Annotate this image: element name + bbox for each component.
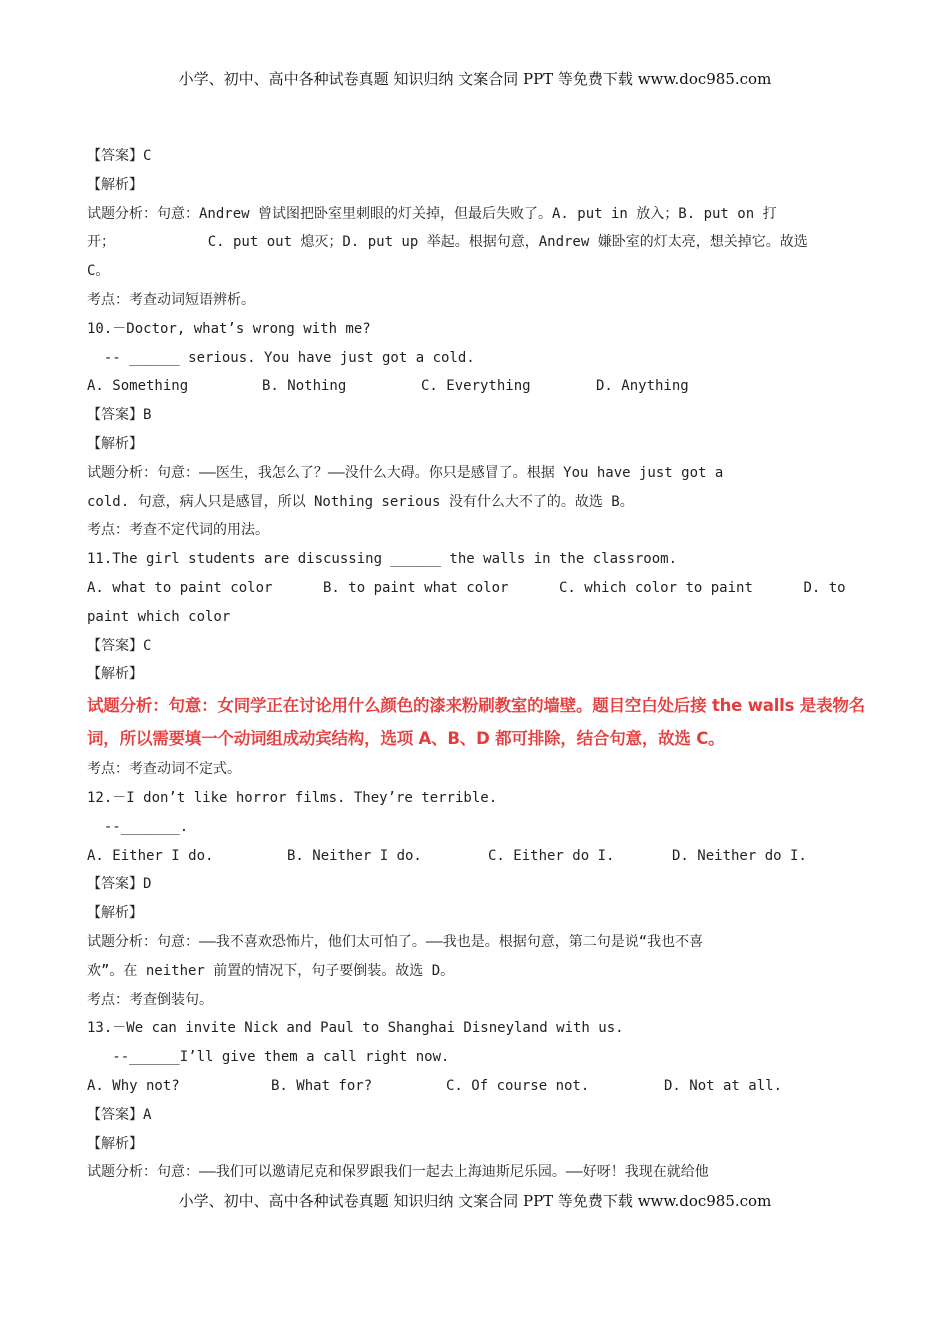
question-stem: 12.－I don’t like horror films. They’re terrible. — [87, 789, 498, 806]
page-footer: 小学、初中、高中各种试卷真题 知识归纳 文案合同 PPT 等免费下载 www.doc985.com — [178, 1192, 772, 1210]
question-stem: 13.－We can invite Nick and Paul to Shanghai Disneyland with us. — [87, 1020, 624, 1037]
option-d: D. Not at all. — [664, 1077, 783, 1094]
highlighted-analysis: 试题分析：句意：女同学正在讨论用什么颜色的漆来粉刷教室的墙壁。题目空白处后接 the walls 是表物名 — [87, 696, 865, 716]
question-reply: --_______. — [87, 818, 189, 835]
option-a: A. Something — [87, 378, 189, 395]
analysis-text: 试题分析：句意：Andrew 曾试图把卧室里刺眼的灯关掉，但最后失败了。A. put in 放入；B. put on 打 — [87, 205, 777, 222]
option-b: B. What for? — [271, 1077, 373, 1094]
analysis-label: 【解析】 — [87, 176, 143, 193]
highlighted-analysis: 词，所以需要填一个动词组成动宾结构，选项 A、B、D 都可排除，结合句意，故选 C。 — [87, 729, 725, 749]
option-c: C. Of course not. — [446, 1077, 590, 1094]
option-a: A. Either I do. — [87, 847, 214, 864]
question-options: paint which color — [87, 608, 231, 625]
kaodian-text: 考点：考查动词短语辨析。 — [87, 291, 255, 308]
analysis-label: 【解析】 — [87, 435, 143, 452]
kaodian-text: 考点：考查倒装句。 — [87, 991, 213, 1008]
option-d: D. Neither do I. — [672, 847, 807, 864]
analysis-label: 【解析】 — [87, 905, 143, 922]
analysis-text: cold. 句意，病人只是感冒，所以 Nothing serious 没有什么大不了的。故选 B。 — [87, 493, 634, 510]
analysis-text: 试题分析：句意：——医生，我怎么了？——没什么大碍。你只是感冒了。根据 You have just got a — [87, 464, 724, 481]
option-a: A. Why not? — [87, 1077, 180, 1094]
answer-label: 【答案】C — [87, 637, 152, 654]
analysis-text: C。 — [87, 263, 110, 280]
document-body — [87, 142, 867, 1187]
answer-label: 【答案】A — [87, 1106, 152, 1123]
option-d: D. Anything — [596, 378, 689, 395]
question-options — [87, 372, 867, 401]
question-stem: 10.－Doctor, what’s wrong with me? — [87, 320, 371, 337]
kaodian-text: 考点：考查动词不定式。 — [87, 761, 241, 778]
question-stem: 11.The girl students are discussing ______ the walls in the classroom. — [87, 551, 678, 568]
analysis-label: 【解析】 — [87, 666, 143, 683]
analysis-text: 开； C. put out 熄灭；D. put up 举起。根据句意，Andrew 嫌卧室的灯太亮，想关掉它。故选 — [87, 234, 808, 251]
analysis-text: 欢”。在 neither 前置的情况下，句子要倒装。故选 D。 — [87, 962, 455, 979]
option-b: B. Nothing — [262, 378, 347, 395]
analysis-text: 试题分析：句意：——我不喜欢恐怖片，他们太可怕了。——我也是。根据句意，第二句是说“我也不喜 — [87, 933, 704, 950]
answer-label: 【答案】C — [87, 148, 152, 164]
option-c: C. Everything — [421, 378, 531, 395]
answer-label: 【答案】B — [87, 407, 152, 424]
page-header: 小学、初中、高中各种试卷真题 知识归纳 文案合同 PPT 等免费下载 www.doc985.com — [178, 70, 772, 88]
question-reply: -- ______ serious. You have just got a cold. — [87, 349, 475, 366]
question-options — [87, 842, 867, 871]
option-c: C. Either do I. — [488, 847, 615, 864]
question-reply: --______I’ll give them a call right now. — [87, 1049, 450, 1066]
analysis-text: 试题分析：句意：——我们可以邀请尼克和保罗跟我们一起去上海迪斯尼乐园。——好呀！我现在就给他 — [87, 1164, 709, 1181]
option-b: B. Neither I do. — [287, 847, 422, 864]
question-options — [87, 1072, 867, 1101]
analysis-label: 【解析】 — [87, 1135, 143, 1152]
answer-label: 【答案】D — [87, 876, 152, 893]
kaodian-text: 考点：考查不定代词的用法。 — [87, 522, 269, 539]
question-options: A. what to paint color B. to paint what color C. which color to paint D. to — [87, 579, 846, 596]
